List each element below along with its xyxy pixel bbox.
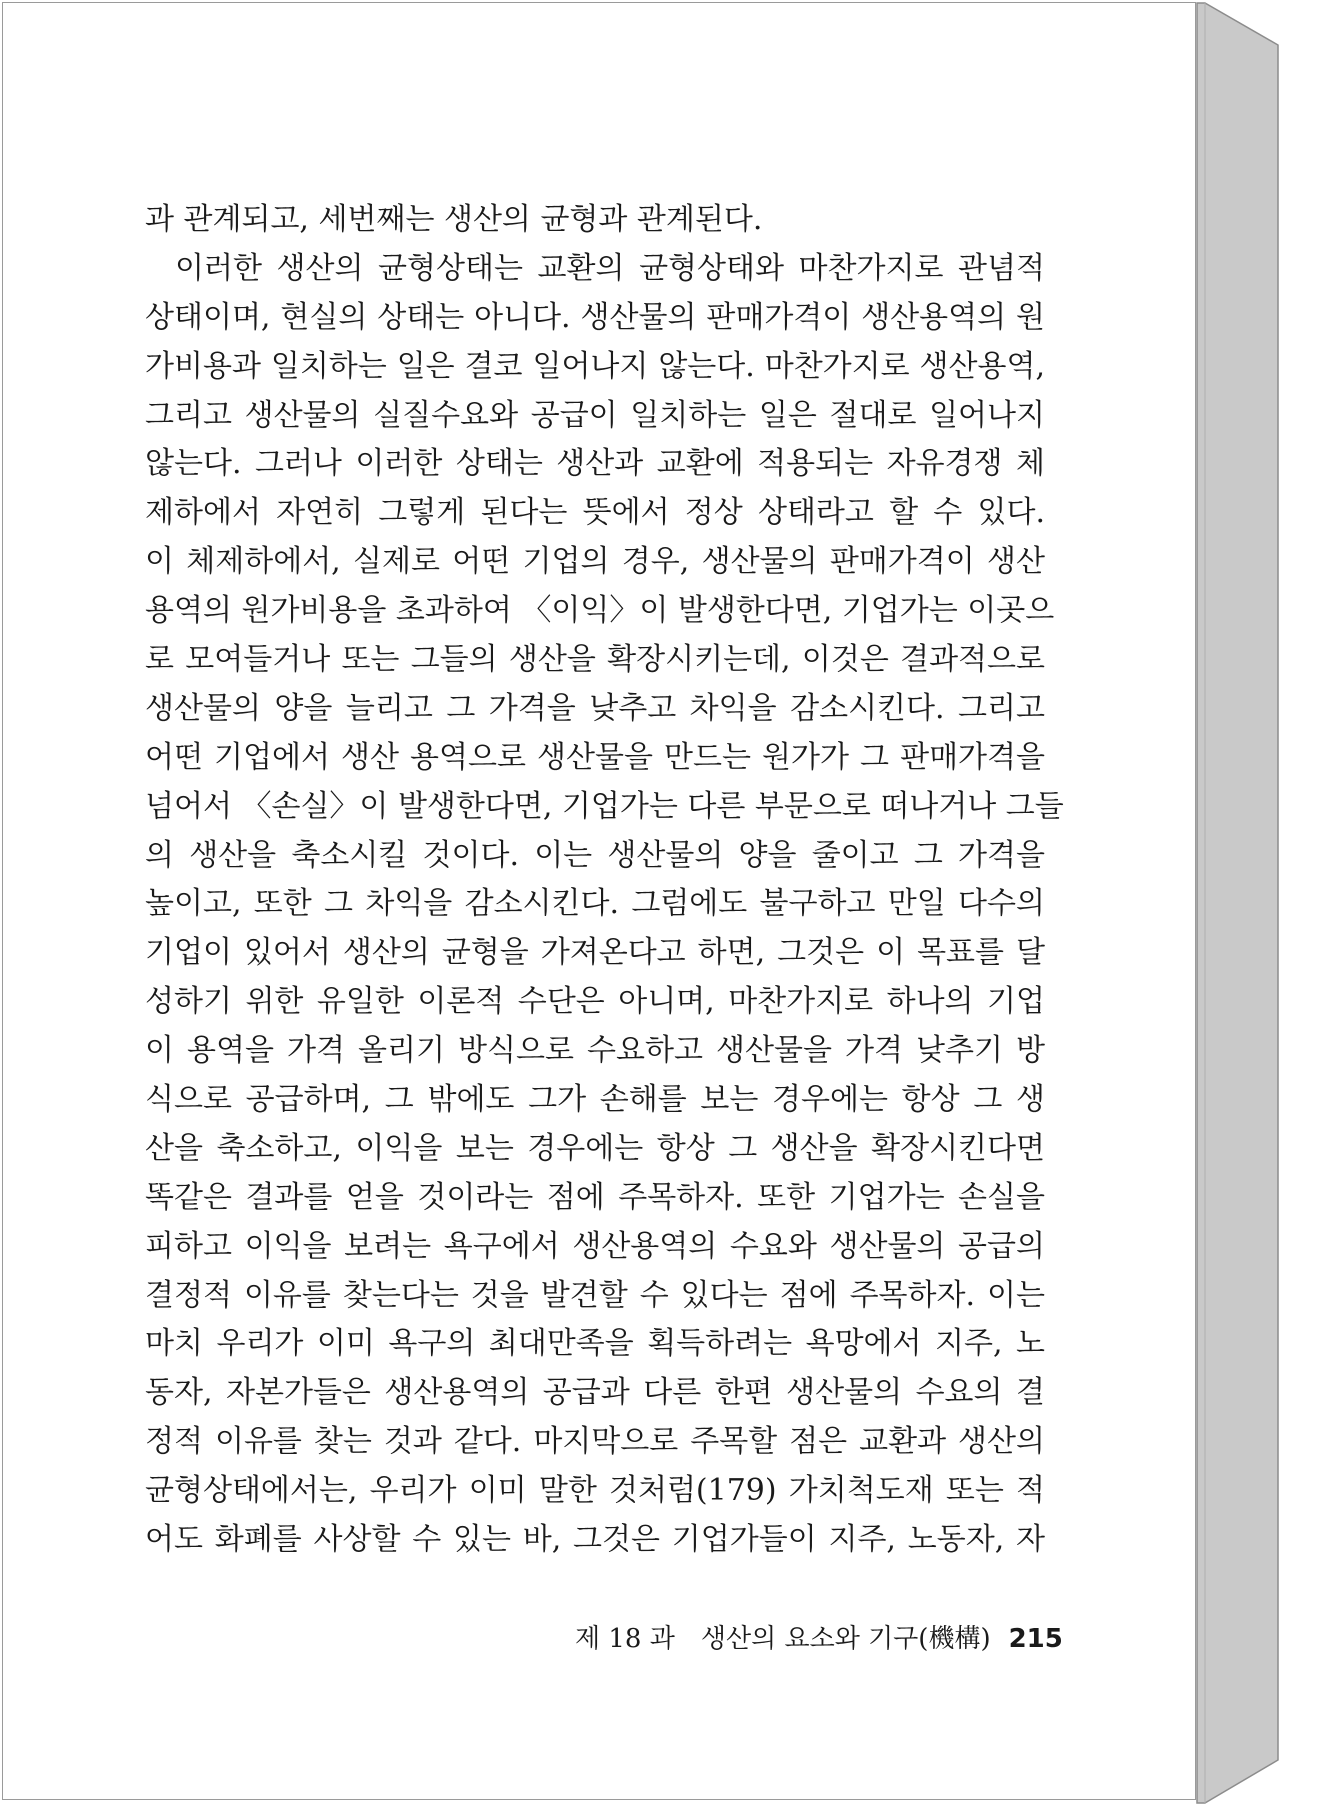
text-line: 결정적 이유를 찾는다는 것을 발견할 수 있다는 점에 주목하자. 이는 bbox=[145, 1277, 1045, 1313]
text-line: 그리고 생산물의 실질수요와 공급이 일치하는 일은 절대로 일어나지 bbox=[145, 397, 1045, 433]
text-line: 어떤 기업에서 생산 용역으로 생산물을 만드는 원가가 그 판매가격을 bbox=[145, 739, 1045, 775]
page-footer bbox=[575, 1618, 1063, 1655]
text-line: 용역의 원가비용을 초과하여 〈이익〉이 발생한다면, 기업가는 이곳으 bbox=[145, 593, 1055, 629]
text-line: 과 관계되고, 세번째는 생산의 균형과 관계된다. bbox=[145, 202, 763, 237]
text-line: 로 모여들거나 또는 그들의 생산을 확장시키는데, 이것은 결과적으로 bbox=[145, 642, 1045, 678]
text-line: 정적 이유를 찾는 것과 같다. 마지막으로 주목할 점은 교환과 생산의 bbox=[145, 1424, 1045, 1460]
text-line: 생산물의 양을 늘리고 그 가격을 낮추고 차익을 감소시킨다. 그리고 bbox=[145, 690, 1045, 726]
text-line: 피하고 이익을 보려는 욕구에서 생산용역의 수요와 생산물의 공급의 bbox=[145, 1228, 1045, 1264]
text-line: 기업이 있어서 생산의 균형을 가져온다고 하면, 그것은 이 목표를 달 bbox=[145, 935, 1045, 971]
text-line: 어도 화폐를 사상할 수 있는 바, 그것은 기업가들이 지주, 노동자, 자 bbox=[145, 1522, 1045, 1558]
text-line: 높이고, 또한 그 차익을 감소시킨다. 그럼에도 불구하고 만일 다수의 bbox=[145, 886, 1045, 922]
text-line: 마치 우리가 이미 욕구의 최대만족을 획득하려는 욕망에서 지주, 노 bbox=[145, 1326, 1045, 1362]
text-line: 가비용과 일치하는 일은 결코 일어나지 않는다. 마찬가지로 생산용역, bbox=[145, 348, 1045, 384]
chapter-title: 제 18 과 생산의 요소와 기구(機構) bbox=[575, 1624, 991, 1654]
text-line: 이 체제하에서, 실제로 어떤 기업의 경우, 생산물의 판매가격이 생산 bbox=[145, 544, 1045, 580]
text-line: 균형상태에서는, 우리가 이미 말한 것처럼(179) 가치척도재 또는 적 bbox=[145, 1473, 1045, 1509]
body-text bbox=[145, 196, 1064, 1565]
text-line: 제하에서 자연히 그렇게 된다는 뜻에서 정상 상태라고 할 수 있다. bbox=[145, 495, 1045, 531]
text-line: 의 생산을 축소시킬 것이다. 이는 생산물의 양을 줄이고 그 가격을 bbox=[145, 837, 1045, 873]
text-line: 이 용역을 가격 올리기 방식으로 수요하고 생산물을 가격 낮추기 방 bbox=[145, 1033, 1045, 1069]
text-line: 상태이며, 현실의 상태는 아니다. 생산물의 판매가격이 생산용역의 원 bbox=[145, 299, 1045, 335]
text-line: 이러한 생산의 균형상태는 교환의 균형상태와 마찬가지로 관념적 bbox=[175, 250, 1045, 286]
text-line: 식으로 공급하며, 그 밖에도 그가 손해를 보는 경우에는 항상 그 생 bbox=[145, 1082, 1045, 1118]
text-line: 동자, 자본가들은 생산용역의 공급과 다른 한편 생산물의 수요의 결 bbox=[145, 1375, 1045, 1411]
text-line: 산을 축소하고, 이익을 보는 경우에는 항상 그 생산을 확장시킨다면 bbox=[145, 1130, 1045, 1166]
text-line: 넘어서 〈손실〉이 발생한다면, 기업가는 다른 부문으로 떠나거나 그들 bbox=[145, 788, 1064, 824]
page-number: 215 bbox=[1008, 1624, 1063, 1654]
text-line: 성하기 위한 유일한 이론적 수단은 아니며, 마찬가지로 하나의 기업 bbox=[145, 984, 1045, 1020]
text-line: 똑같은 결과를 얻을 것이라는 점에 주목하자. 또한 기업가는 손실을 bbox=[145, 1179, 1045, 1215]
text-line: 않는다. 그러나 이러한 상태는 생산과 교환에 적용되는 자유경쟁 체 bbox=[145, 446, 1045, 482]
